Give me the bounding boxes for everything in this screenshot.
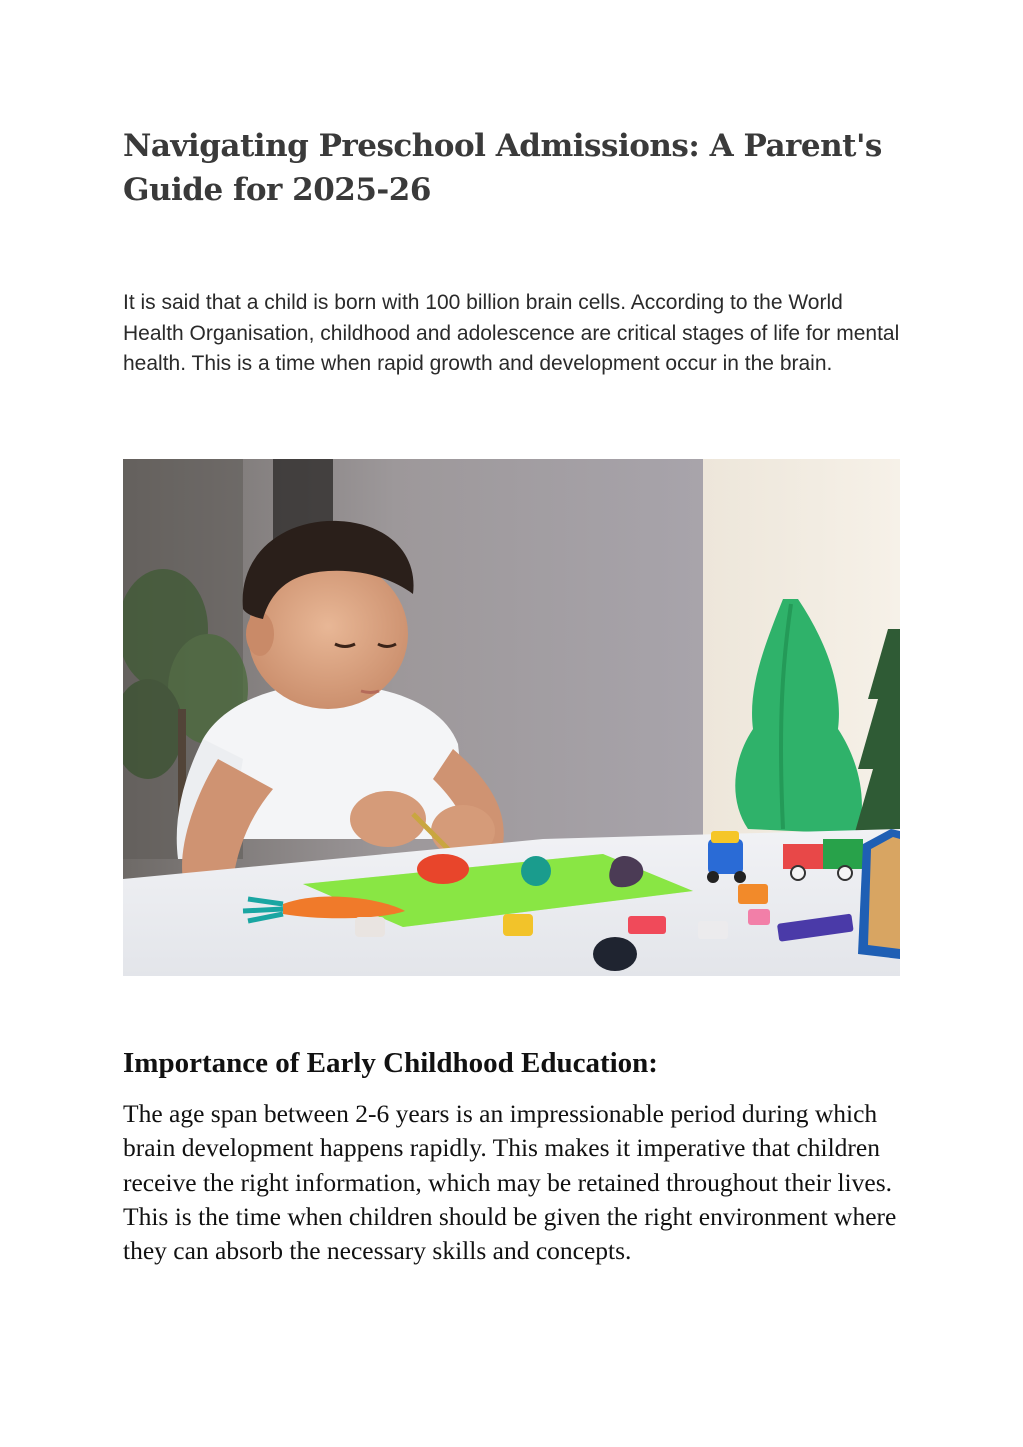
intro-paragraph: It is said that a child is born with 100 billion brain cells. According to the World Health Organisation, childhood and adolescence are critical stages of life for mental health. This is a time when rapid growth and development occur in the brain.: [123, 291, 900, 375]
page-title: Navigating Preschool Admissions: A Parent's Guide for 2025-26: [123, 128, 882, 208]
child-playing-clay-photo: [123, 459, 900, 976]
section-heading: Importance of Early Childhood Education:: [123, 1047, 658, 1079]
section-body-paragraph: The age span between 2-6 years is an impressionable period during which brain development happens rapidly. This makes it imperative that children receive the right information, which may be retained throughout their lives. This is the time when children should be given the right environment where they can absorb the necessary skills and concepts.: [123, 1099, 897, 1266]
